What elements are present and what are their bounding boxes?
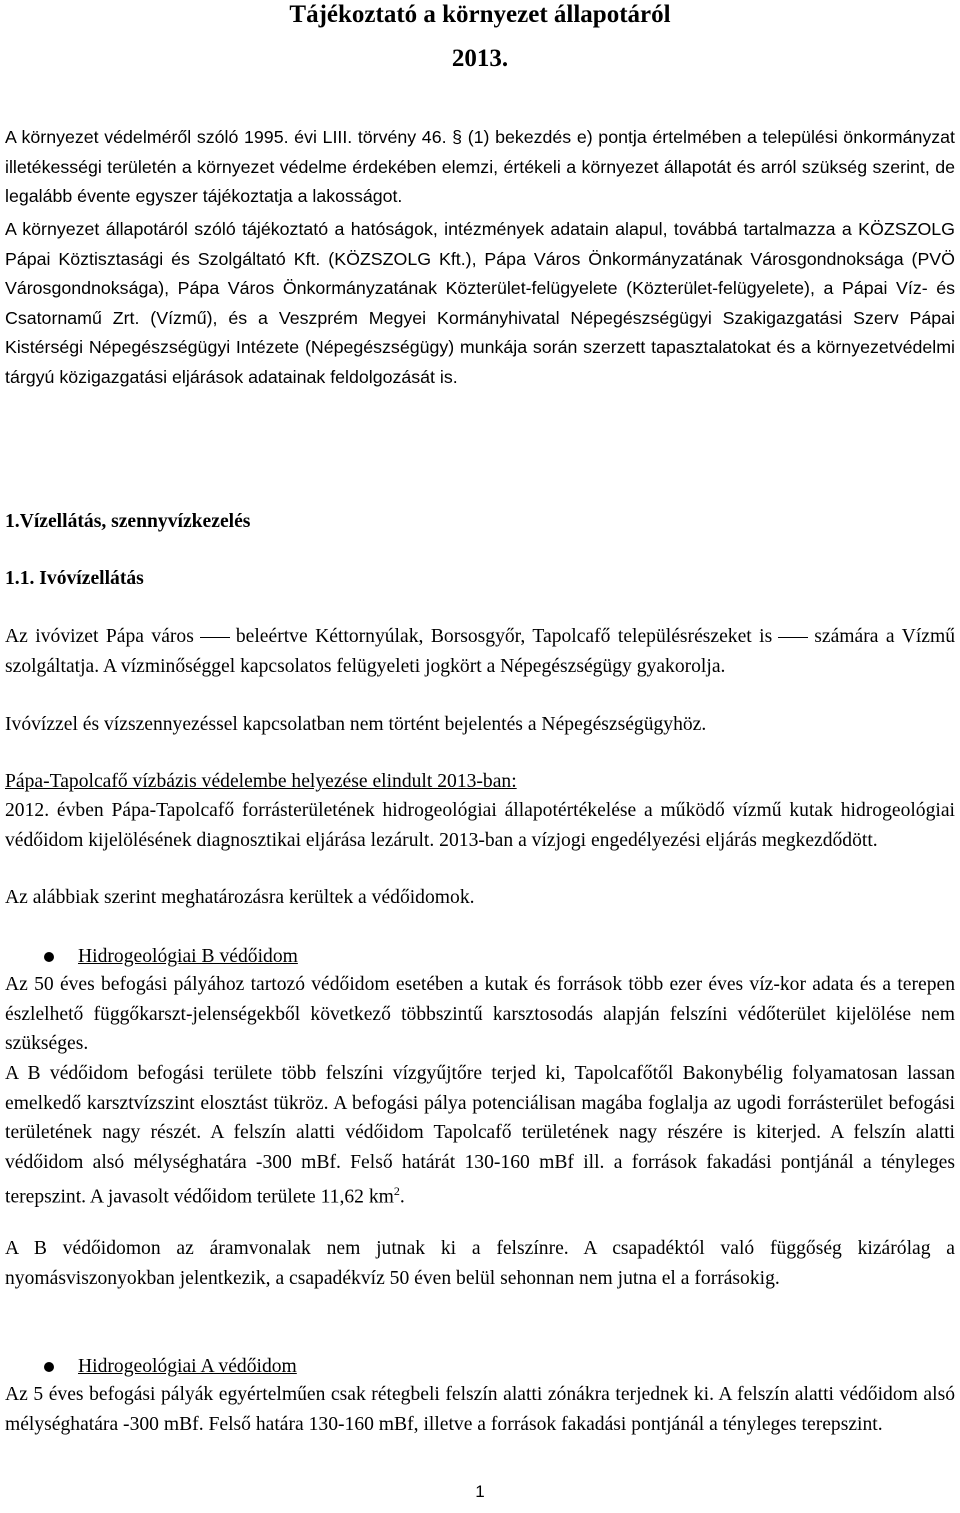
drinking-water-text-b: beleértve Kéttornyúlak, Borsosgyőr, Tapolcafő településrészeket is xyxy=(235,626,773,647)
dash-divider xyxy=(778,637,808,638)
document-year: 2013. xyxy=(451,45,509,72)
bullet-icon xyxy=(44,1362,54,1372)
drinking-water-text-c: számára a Vízmű szolgáltatja. A vízminőséggel kapcsolatos felügyeleti jogkört a Népegészségügy gyakorolja. xyxy=(5,626,956,677)
section-1-1-heading: 1.1. Ivóvízellátás xyxy=(5,568,144,589)
drinking-water-text-a: Az ivóvizet Pápa város xyxy=(5,626,194,647)
section-1-heading: 1.Vízellátás, szennyvízkezelés xyxy=(5,511,251,532)
sources-paragraph: A környezet állapotáról szóló tájékoztató a hatóságok, intézmények adatain alapul, továbbá tartalmazza a KÖZSZOLG Pápai Köztisztasági és Szolgáltató Kft. (KÖZSZOLG Kft.), Pápa Város Önkormányzatának Városgondnoksága (PVÖ Városgondnoksága), Pápa Város Önkormányzatának Közterület-felügyelete (Közterület-felügyelete), a Pápai Víz- és Csatornamű Zrt. (Vízmű), és a Veszprém Megyei Kormányhivatal Népegészségügyi Szakigazgatási Szerv Pápai Kistérségi Népegészségügyi Intézete (Népegészségügy) munkája során szerzett tapasztalatokat és a környezetvédelmi tárgyú közigazgatási eljárások adatainak feldolgozását is. xyxy=(5,219,955,387)
document-title: Tájékoztató a környezet állapotáról xyxy=(289,1,671,28)
protection-paragraph-2: Az alábbiak szerint meghatározásra kerültek a védőidomok. xyxy=(5,887,475,908)
bullet-icon xyxy=(44,952,54,962)
intro-paragraph: A környezet védelméről szóló 1995. évi LIII. törvény 46. § (1) bekezdés e) pontja értelmében a települési önkormányzat illetékességi területén a környezet védelme érdekében elemzi, értékeli a környezet állapotát és arról szükség szerint, de legalább évente egyszer tájékoztatja a lakosságot. xyxy=(5,127,955,207)
zone-b-label: Hidrogeológiai B védőidom xyxy=(78,946,298,967)
superscript: 2 xyxy=(393,1184,400,1199)
zone-a-label: Hidrogeológiai A védőidom xyxy=(78,1356,297,1377)
zone-a-paragraph-1: Az 5 éves befogási pályák egyértelműen csak rétegbeli felszín alatti zónákra terjednek ki. A felszín alatti védőidom alsó mélységhatára -300 mBf. Felső határa 130-160 mBf, illetve a források fakadási pontjánál a tényleges terepszint. xyxy=(5,1384,955,1435)
zone-b-paragraph-3: A B védőidomon az áramvonalak nem jutnak ki a felszínre. A csapadéktól való függőség kizárólag a nyomásviszonyokban jelentkezik, a csapadékvíz 50 éven belül sehonnan nem jutna el a forrásokig. xyxy=(5,1238,955,1289)
protection-paragraph-1: 2012. évben Pápa-Tapolcafő forrásterületének hidrogeológiai állapotértékelése a működő vízmű kutak hidrogeológiai védőidom kijelölésének diagnosztikai eljárása lezárult. 2013-ban a vízjogi engedélyezési eljárás megkezdődött. xyxy=(5,800,955,851)
zone-b-paragraph-2-text: A B védőidom befogási területe több felszíni vízgyűjtőre terjed ki, Tapolcafőtől Bakonybélig folyamatosan lassan emelkedő karsztvízszint elosztást tükröz. A befogási pálya potenciálisan magába foglalja az ugodi forrásterület befogási területének nagy részét. A felszín alatti védőidom Tapolcafő területének nagy részére is kiterjed. A felszín alatti védőidom alsó mélységhatára -300 mBf. Felső határát 130-160 mBf ill. a források fakadási pontjánál a tényleges terepszint. A javasolt védőidom területe 11,62 km xyxy=(5,1063,955,1208)
zone-b-paragraph-1: Az 50 éves befogási pályához tartozó védőidom esetében a kutak és források több ezer éves víz-kor adata és a terepen észlelhető függőkarszt-jelenségekből következő többszintű karsztosodás alapján felszíni védőterület kijelölése nem szükséges. xyxy=(5,974,955,1055)
zone-b-paragraph-2 xyxy=(5,1059,955,1213)
drinking-water-paragraph-1 xyxy=(5,622,955,681)
drinking-water-paragraph-2: Ivóvízzel és vízszennyezéssel kapcsolatban nem történt bejelentés a Népegészségügyhöz. xyxy=(5,714,707,735)
dash-divider xyxy=(200,637,230,638)
protection-heading: Pápa-Tapolcafő vízbázis védelembe helyezése elindult 2013-ban: xyxy=(5,771,517,792)
zone-b-paragraph-2-end: . xyxy=(399,1186,405,1208)
page-number: 1 xyxy=(475,1482,485,1501)
